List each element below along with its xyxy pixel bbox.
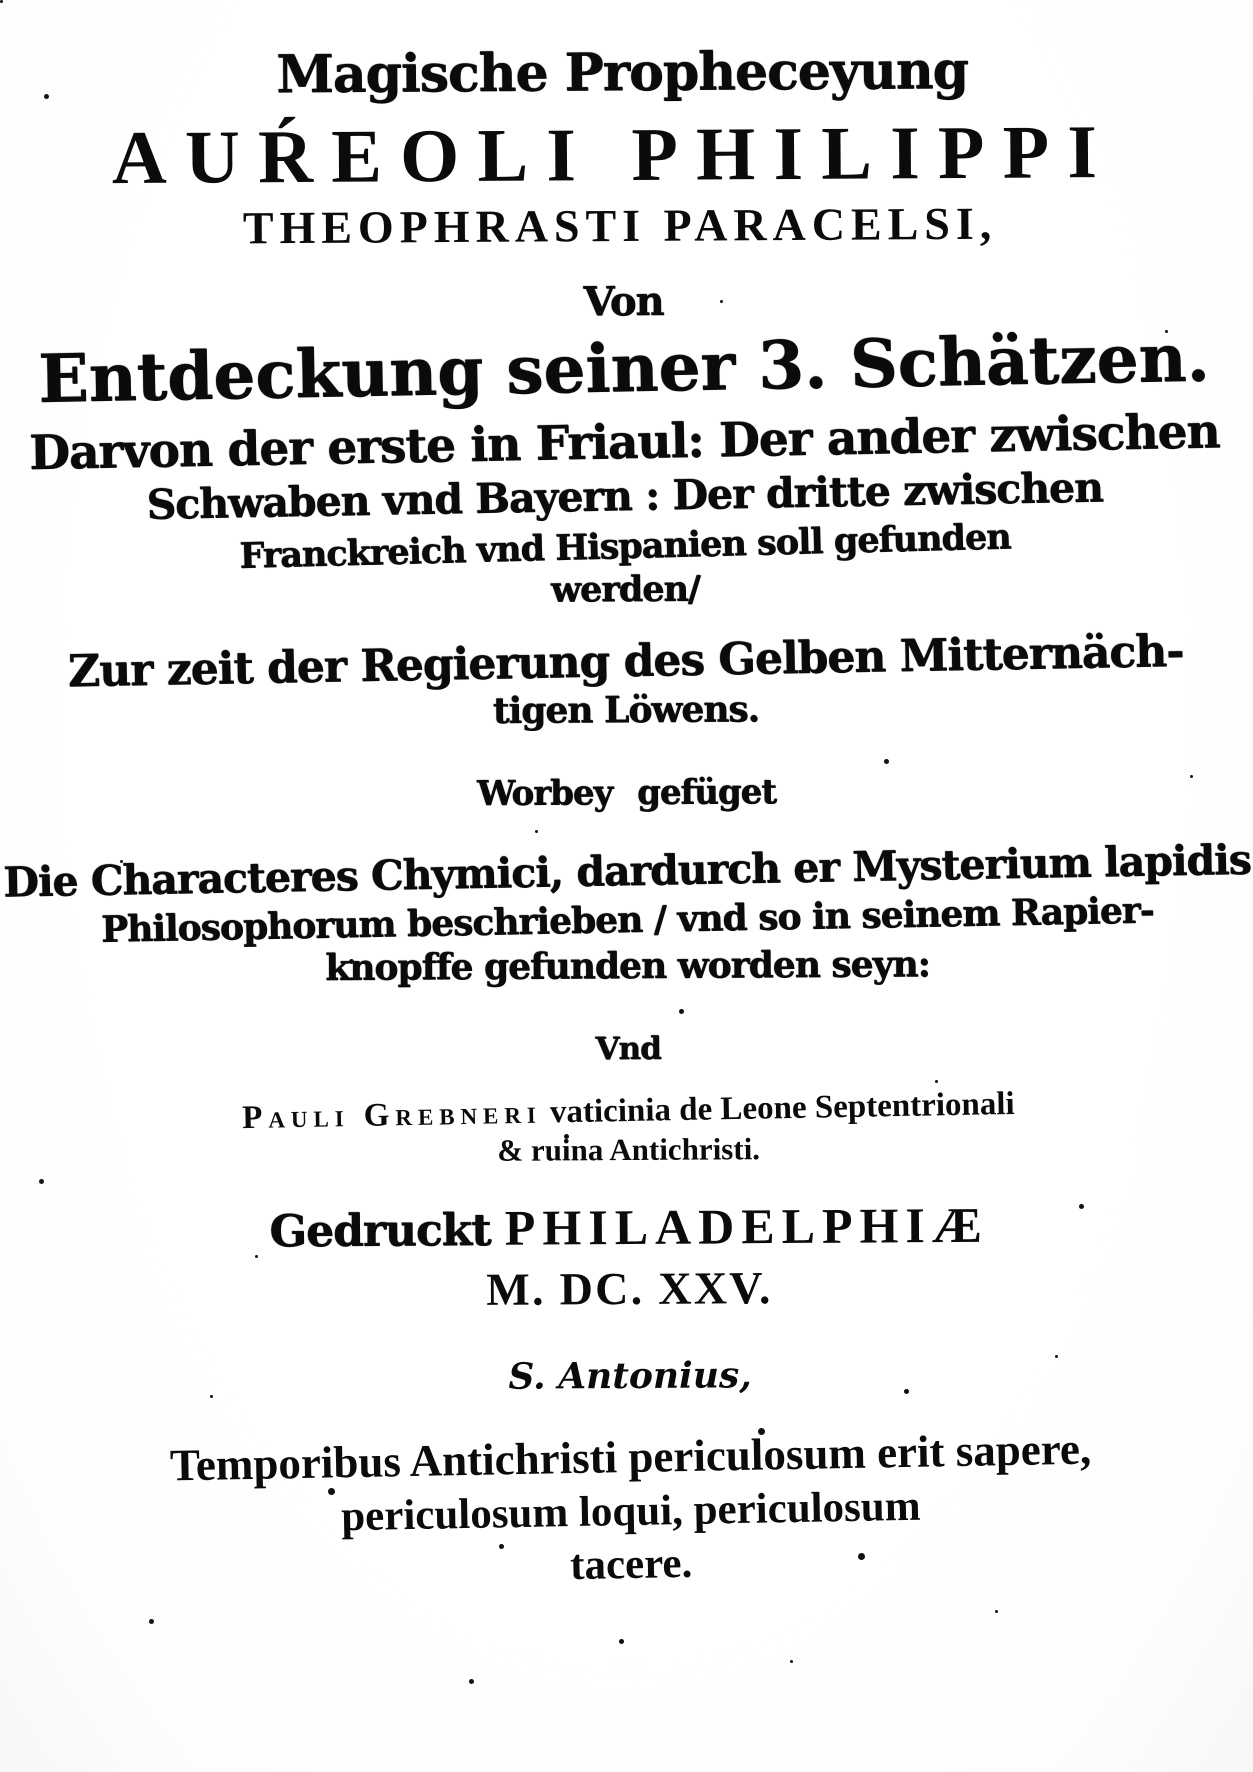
series-header: Magische Propheceyung <box>276 39 969 106</box>
imprint-year: M. DC. XXV. <box>486 1262 773 1315</box>
printed-label: Gedruckt <box>269 1204 506 1258</box>
author-name-primary: AUŔEOLI PHILIPPI <box>111 110 1116 201</box>
treasure-line-2: Schwaben vnd Bayern : Der dritte zwischen <box>146 463 1104 529</box>
motto-line-1: Temporibus Antichristi periculosum erit sapere, <box>169 1423 1092 1491</box>
preposition-von: Von <box>583 277 664 326</box>
treasure-line-3: Franckreich vnd Hispanien soll gefunden <box>238 516 1012 577</box>
worbey-label: Worbey gefüget <box>476 772 777 814</box>
motto-line-3: tacere. <box>569 1539 693 1590</box>
imprint-line <box>2 1194 1253 1260</box>
conjunction-vnd: Vnd <box>595 1030 661 1068</box>
ink-noise <box>0 0 3 3</box>
characteres-line-1: Die Characteres Chymici, dardurch er Mysterium lapidis <box>2 835 1252 907</box>
main-title: Entdeckung seiner 3. Schätzen. <box>37 318 1211 418</box>
grebner-rest: vaticinia de Leone Septentrionali <box>541 1085 1015 1131</box>
treasure-line-1: Darvon der erste in Friaul: Der ander zwischen <box>28 404 1221 481</box>
attribution: S. Antonius, <box>508 1354 752 1398</box>
treasure-line-4: werden/ <box>550 568 700 611</box>
characteres-line-3: knopffe gefunden worden seyn: <box>325 943 931 989</box>
motto-line-2: periculosum loqui, periculosum <box>340 1482 921 1541</box>
imprint-place: PHILADELPHIÆ <box>504 1196 990 1256</box>
grebner-line-2: & ruina Antichristi. <box>497 1131 761 1168</box>
characteres-line-2: Philosophorum beschrieben / vnd so in seinem Rapier- <box>100 889 1154 951</box>
reign-line-1: Zur zeit der Regierung des Gelben Mitternäch- <box>67 625 1184 698</box>
reign-line-2: tigen Löwens. <box>492 688 760 732</box>
author-name-secondary: THEOPHRASTI PARACELSI, <box>242 197 998 254</box>
grebner-name: Pauli Grebneri <box>241 1094 543 1137</box>
